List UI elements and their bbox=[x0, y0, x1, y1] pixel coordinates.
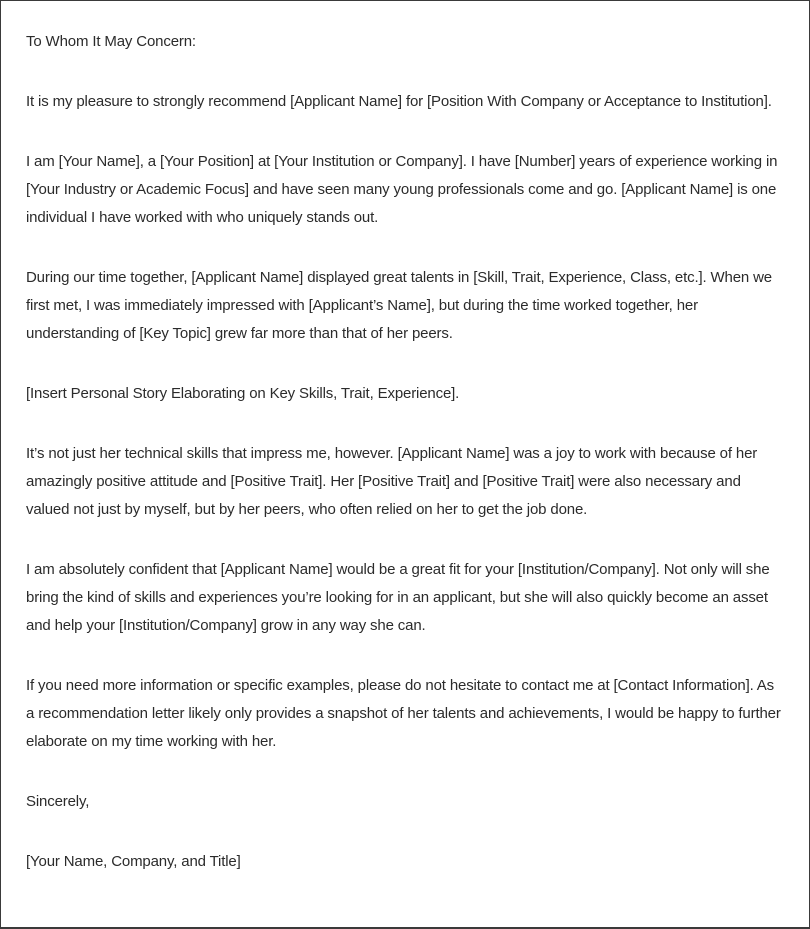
salutation: To Whom It May Concern: bbox=[26, 33, 196, 50]
paragraph-confidence: I am absolutely confident that [Applicant Name] would be a great fit for your [Institution/Company]. Not only will she bring the kind of skills and experiences you’re looking for in an applicant, but she will also quickly become an asset and help your [Institution/Company] grow in any way she can. bbox=[26, 561, 770, 634]
signature: [Your Name, Company, and Title] bbox=[26, 853, 241, 870]
paragraph-introduction: I am [Your Name], a [Your Position] at [Your Institution or Company]. I have [Number] years of experience working in [Your Industry or Academic Focus] and have seen many young professionals come and go. [Applicant Name] is one individual I have worked with who uniquely stands out. bbox=[26, 153, 778, 226]
paragraph-attitude: It’s not just her technical skills that impress me, however. [Applicant Name] was a joy to work with because of her amazingly positive attitude and [Positive Trait]. Her [Positive Trait] and [Positive Trait] were also necessary and valued not just by myself, but by her peers, who often relied on her to get the job done. bbox=[26, 445, 758, 518]
letter-body bbox=[26, 28, 786, 876]
paragraph-recommendation: It is my pleasure to strongly recommend [Applicant Name] for [Position With Company or Acceptance to Institution]. bbox=[26, 93, 772, 110]
paragraph-talents: During our time together, [Applicant Name] displayed great talents in [Skill, Trait, Experience, Class, etc.]. When we first met, I was immediately impressed with [Applicant’s Name], but during the time worked together, her understanding of [Key Topic] grew far more than that of her peers. bbox=[26, 269, 772, 342]
paragraph-contact: If you need more information or specific examples, please do not hesitate to contact me at [Contact Information]. As a recommendation letter likely only provides a snapshot of her talents and achievements, I would be happy to further elaborate on my time working with her. bbox=[26, 677, 781, 750]
paragraph-personal-story: [Insert Personal Story Elaborating on Key Skills, Trait, Experience]. bbox=[26, 385, 460, 402]
closing: Sincerely, bbox=[26, 793, 90, 810]
